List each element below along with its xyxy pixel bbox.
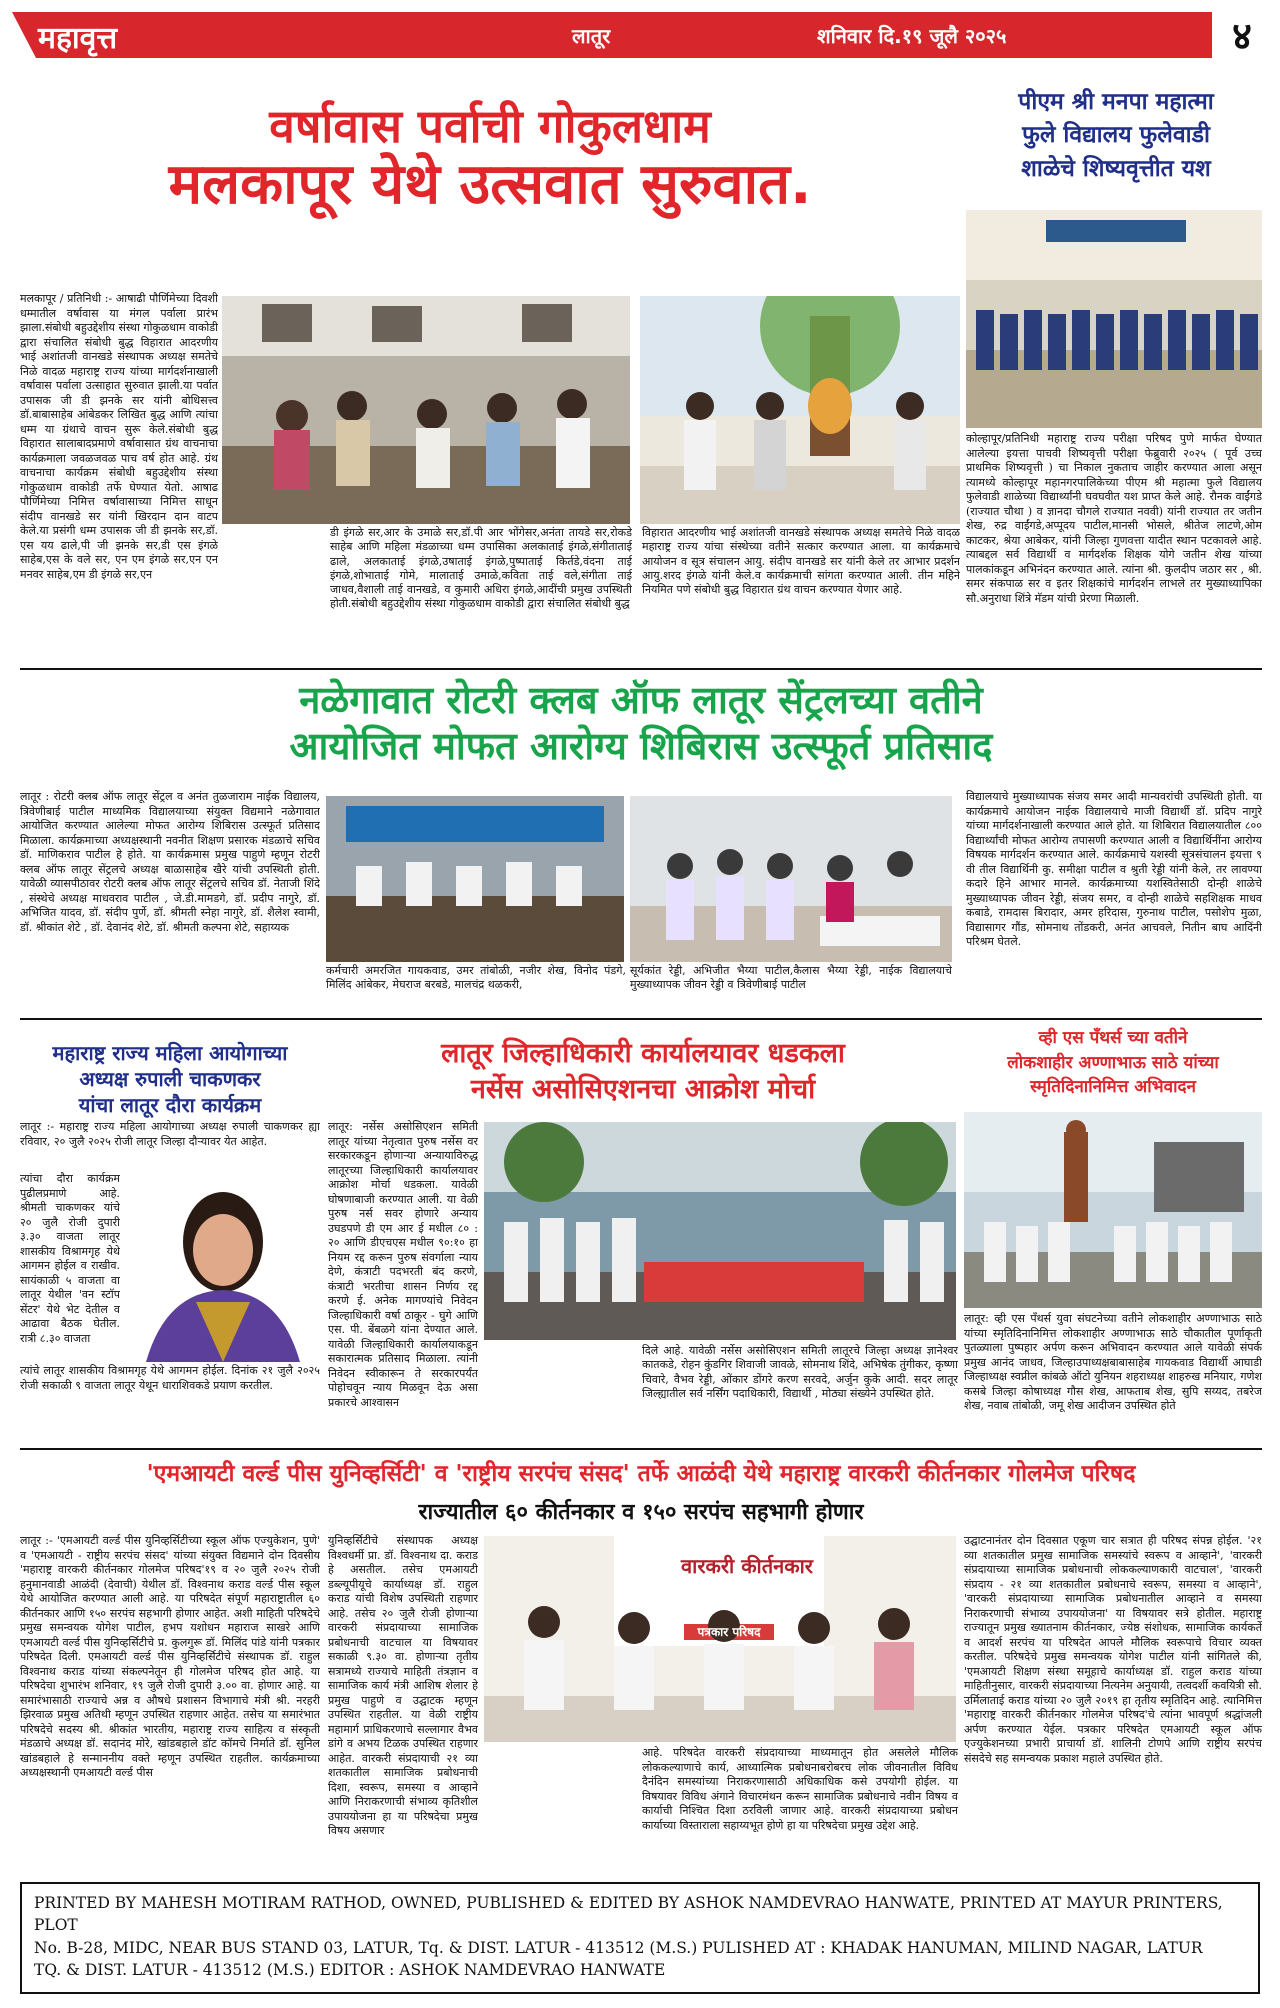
story6-headline-line3: स्मृतिदिनानिमित्त अभिवादन <box>1030 1077 1196 1098</box>
story2-headline <box>966 86 1266 186</box>
edition-city: लातूर <box>572 24 611 48</box>
story7-col-2: युनिव्हर्सिटीचे संस्थापक अध्यक्ष विश्वधर्मी प्रा. डॉ. विश्वनाथ दा. कराड हे असतील. तसेच एमआयटी डब्ल्यूपीयूचे कार्याध्यक्ष डॉ. राहुल कराड यांची विशेष उपस्थिती राहणार आहे. तसेच २० जुलै रोजी होणाऱ्या वारकरी संप्रदायाच्या सामाजिक प्रबोधनाची वाटचाल या विषयावर सकाळी ९.३० वा. होणाऱ्या तृतीय सत्रामध्ये राज्याचे माहिती तंत्रज्ञान व सामाजिक कार्य मंत्री आशिष शेलार हे प्रमुख पाहुणे व उद्घाटक म्हणून उपस्थित राहतील. या वेळी राष्ट्रीय महामार्ग प्राधिकरणाचे सल्लागार वैभव डांगे व अभय टिळक उपस्थित राहणार आहेत. वारकरी संप्रदायाची २१ व्या शतकातील सामाजिक प्रबोधनाची दिशा, स्वरूप, समस्या व आव्हाने आणि निराकरणाची संभाव्य कृतिशील उपाययोजना हा या परिषदेचा प्रमुख विषय असणार <box>328 1534 478 1838</box>
story1-headline-line1: वर्षावास पर्वाची गोकुलधाम <box>269 99 711 153</box>
story5-headline-line1: लातूर जिल्हाधिकारी कार्यालयावर धडकला <box>441 1038 845 1069</box>
story4-photo-art <box>126 1172 320 1362</box>
story3-photo-art <box>326 796 624 962</box>
story3-photo2-art <box>630 796 952 962</box>
story6-headline-line2: लोकशाहीर अण्णाभाऊ साठे यांच्या <box>1007 1052 1219 1073</box>
story3-body: लातूर : रोटरी क्लब ऑफ लातूर सेंट्रल व अनंत तुळजाराम नाईक विद्यालय, त्रिवेणीबाई पाटील माध्यमिक विद्यालयाच्या संयुक्त विद्यमाने नळेगावात आयोजित करण्यात आलेल्या मोफत आरोग्य शिबिरास उत्स्फूर्त प्रतिसाद मिळाला. कार्यक्रमाच्या अध्यक्षस्थानी नवनीत शिक्षण प्रसारक मंडळाचे सचिव डॉ. माणिकराव पाटील हे होते. या कार्यक्रमास प्रमुख पाहुणे म्हणून रोटरी क्लब ऑफ लातूर सेंट्रलचे अध्यक्ष बाळासाहेब खैरे यांची उपस्थिती होती. यावेळी व्यासपीठावर रोटरी क्लब ऑफ लातूर सेंट्रलचे सचिव डॉ. नेताजी शिंदे , संस्थेचे अध्यक्ष माधवराव पाटील , जे.डी.मामडगे, डॉ. प्रदीप नागुरे, डॉ. अभिजित यादव, डॉ. संदीप पुर्णे, डॉ. श्रीमती स्नेहा नागुरे, डॉ. शैलेश स्वामी, डॉ. श्रीकांत शेटे , डॉ. देवानंद शेटे, डॉ. श्रीमती कल्पना शेटे, सहाय्यक <box>20 790 320 934</box>
story3-photo-checkup <box>630 796 952 962</box>
story1-caption-2: विहारात आदरणीय भाई अशांतजी वानखडे संस्थापक अध्यक्ष समतेचे निळे वादळ महाराष्ट्र राज्य यांचा संस्थेच्या वतीने सत्कार करण्यात आला. या कार्यक्रमाचे आयोजन व सूत्र संचालन आयु. संदीप वानखडे सर यांनी केले तर आभार प्रदर्शन आयु.शरद इंगळे यांनी केले.व कार्यक्रमाची सांगता करण्यात आली. तीन महिने नियमित पणे संबोधी बुद्ध विहारात ग्रंथ वाचन करण्यात येणार आहे. <box>642 526 960 597</box>
story5-body: लातूर: नर्सेस असोसिएशन समिती लातूर यांच्या नेतृत्वात पुरुष नर्सेस वर सरकारकडून होणाऱ्या अन्यायाविरुद्ध लातूरच्या जिल्हाधिकारी कार्यालयावर आक्रोश मोर्चा धडकला. यावेळी घोषणाबाजी करण्यात आली. या वेळी पुरुष नर्स सवर होणारे अन्याय उघडपणे डी एम आर ई मधील ८० : २० आणि डीएचएस मधील ९०:१० हा नियम रद्द करून पुरुष संवर्गाला न्याय देणे, कंत्राटी पदभरती बंद करणे, कंत्राटी भरतीचा शासन निर्णय रद्द करणे ई. अनेक मागण्यांचे निवेदन जिल्हाधिकारी वर्षा ठाकूर - घुगे आणि एस. पी. बेंबळगे यांना देण्यात आले. यावेळी जिल्हाधिकारी कार्यालयाकडून सकारात्मक प्रतिसाद मिळाला. त्यांनी निवेदन स्वीकारून ते सरकारपर्यंत पोहोचवून न्याय मिळवून देऊ असा प्रकारचे आश्वासन <box>328 1120 478 1409</box>
story4-headline-line3: यांचा लातूर दौरा कार्यक्रम <box>78 1093 262 1117</box>
story7-col-4: उद्घाटनानंतर दोन दिवसात एकूण चार सत्रात ही परिषद संपन्न होईल. '२१ व्या शतकातील प्रमुख सामाजिक समस्यांचे स्वरूप व आव्हाने', 'वारकरी संप्रदायाच्या सामाजिक प्रबोधनाची लोककल्याणकारी वाटचाल', 'वारकरी संप्रदाय - २१ व्या शतकातील प्रबोधनाचे स्वरूप, समस्या व आव्हाने', 'वारकरी संप्रदायाच्या सामाजिक प्रबोधनातील आव्हाने व समस्या निराकरणाची संभाव्य उपाययोजना' या विषयावर सत्रे होतील. महाराष्ट्र राज्यातून प्रमुख ख्यातनाम कीर्तनकार, ज्येष्ठ संशोधक, सामाजिक कार्यकर्ते व आदर्श सरपंच या परिषदेत आपले मौलिक स्वरूपाचे विचार व्यक्त करतील. परिषदेचे प्रमुख समन्वयक योगेश पाटील यांनी सांगितले की, 'एमआयटी शिक्षण संस्था समूहाचे कार्याध्यक्ष डॉ. राहुल कराड यांच्या माहितीनुसार, वारकरी संप्रदायाच्या नित्यनेम अनुयायी, तत्वदर्शी कवयित्री सौ. उर्मिलाताई कराड यांच्या २० जुलै २०१९ हा तृतीय स्मृतिदिन आहे. त्यानिमित्त 'महाराष्ट्र वारकरी कीर्तनकार गोलमेज परिषद'चे त्यांना भावपूर्ण श्रद्धांजली अर्पण करण्यात येईल. पत्रकार परिषदेत एमआयटी स्कूल ऑफ एज्युकेशनच्या प्रभारी प्राचार्या डॉ. शालिनी टोणपे आणि राष्ट्रीय सरपंच संसदेचे सह समन्वयक प्रकाश महाले उपस्थित होते. <box>964 1534 1262 1765</box>
story3-caption-2: सूर्यकांत रेड्डी, अभिजीत भैय्या पाटील,कैलास भैय्या रेड्डी, नाईक विद्यालयाचे मुख्याध्यापक जीवन रेड्डी व त्रिवेणीबाई पाटील <box>630 964 952 992</box>
press-banner-subtitle: पत्रकार परिषद <box>697 1625 761 1639</box>
story6-headline-line1: व्ही एस पँथर्स च्या वतीने <box>1038 1028 1188 1048</box>
story1-photo-felicitation <box>640 296 960 524</box>
page-number: ४ <box>1212 8 1272 64</box>
story4-headline-line2: अध्यक्ष रुपाली चाकणकर <box>79 1067 261 1091</box>
imprint-line-3: TQ. & DIST. LATUR - 413512 (M.S.) EDITOR : ASHOK NAMDEVRAO HANWATE <box>34 1961 666 1980</box>
masthead <box>12 12 1268 58</box>
divider <box>20 668 1262 670</box>
story6-body: लातूर: व्ही एस पँथर्स युवा संघटनेच्या वतीने लोकशाहीर अण्णाभाऊ साठे यांच्या स्मृतिदिनानिमित्त लोकशाहीर अण्णाभाऊ साठे चौकातील पूर्णाकृती पुतळ्याला पुष्पहार अर्पण करून अभिवादन करण्यात आले यावेळी संपर्क प्रमुख आनंद जाधव, जिल्हाउपाध्यक्षबाबासाहेब गायकवाड विद्यार्थी आघाडी जिल्हाध्यक्ष स्वप्नील कांबळे ऑटो युनियन शहराध्यक्ष शाहरुख मनियार, गणेश कसबे जिल्हा कोषाध्यक्ष गौस शेख, आफताब शेख, सुपि सय्यद, तबरेज शेख, नवाब तांबोळी, जमू शेख आदीजन उपस्थित होते <box>964 1312 1262 1413</box>
story3-photo-stage <box>326 796 624 962</box>
story1-photo2-art <box>640 296 960 524</box>
story1-photo-art <box>222 296 630 524</box>
imprint-line-1: PRINTED BY MAHESH MOTIRAM RATHOD, OWNED, PUBLISHED & EDITED BY ASHOK NAMDEVRAO HANWATE, PRINTED AT MAYUR PRINTERS, PLOT <box>34 1894 1223 1935</box>
story2-photo-students <box>966 210 1262 428</box>
imprint-footer <box>20 1882 1260 1994</box>
story1-photo-gathering <box>222 296 630 524</box>
story7-col-3: आहे. परिषदेत वारकरी संप्रदायाच्या माध्यमातून होत असलेले मौलिक लोककल्याणाचे कार्य, आध्यात्मिक प्रबोधनाबरोबरच लोक जीवनातील विविध दैनंदिन समस्यांच्या निराकरणासाठी अधिकाधिक कसे उपयोगी होईल. या विषयावर विविध अंगाने विचारमंथन करून सामाजिक प्रबोधनाचे नवीन विषय व कार्याची निश्चित दिशा ठरविली जाणार आहे. वारकरी संप्रदायाच्या प्रबोधन कार्याच्या विस्ताराला सहाय्यभूत होणे हा या परिषदेचा प्रमुख उद्देश आहे. <box>642 1746 958 1832</box>
story1-headline-line2: मलकापूर येथे उत्सवात सुरुवात. <box>168 151 812 217</box>
divider <box>20 1448 1262 1450</box>
story5-photo-march <box>484 1122 956 1340</box>
story4-body-bottom: त्यांचे लातूर शासकीय विश्रामगृह येथे आगमन होईल. दिनांक २१ जुलै २०२५ रोजी सकाळी ९ वाजता लातूर येथून धाराशिवकडे प्रयाण करतील. <box>20 1364 320 1392</box>
newspaper-logo: महावृत्त <box>38 21 118 56</box>
story2-photo-art <box>966 210 1262 428</box>
divider <box>20 1018 1262 1020</box>
story6-photo-statue <box>964 1112 1262 1308</box>
press-banner-title: वारकरी कीर्तनकार <box>681 1554 813 1578</box>
story5-photo-art <box>484 1122 956 1340</box>
story7-subhead: राज्यातील ६० कीर्तनकार व १५० सरपंच सहभागी होणार <box>418 1500 864 1525</box>
story4-body-right: त्यांचा दौरा कार्यक्रम पुढीलप्रमाणे आहे. श्रीमती चाकणकर यांचे २० जुलै रोजी दुपारी ३.३० वाजता लातूर शासकीय विश्रामगृह येथे आगमन होईल व राखीव. सायंकाळी ५ वाजता वा लातूर येथील 'वन स्टॉप सेंटर' येथे भेट देतील व आढावा बैठक घेतील. रात्री ८.३० वाजता <box>20 1172 120 1345</box>
story3-headline-line2: आयोजित मोफत आरोग्य शिबिरास उत्स्फूर्त प्रतिसाद <box>289 723 993 768</box>
story4-photo-portrait <box>126 1172 320 1362</box>
story2-headline-line2: फुले विद्यालय फुलेवाडी <box>1022 122 1210 149</box>
story2-body: कोल्हापूर/प्रतिनिधी महाराष्ट्र राज्य परीक्षा परिषद पुणे मार्फत घेण्यात आलेल्या इयत्ता पाचवी शिष्यवृत्ती परीक्षा फेब्रुवारी २०२५ ( पूर्व उच्च प्राथमिक शिष्यवृत्ती ) चा निकाल नुकताच जाहीर करण्यात आला असून त्यामध्ये कोल्हापूर महानगरपालिकेच्या पीएम श्री महात्मा फुले विद्यालय फुलेवाडी शाळेच्या विद्यार्थ्यांनी घवघवीत यश प्राप्त केले आहे. रौनक वाईंगडे (राज्यात चौथा ) व ज्ञानदा चौगले राज्यात नववी) यांनी राज्यात तर जतीन शेख, रुद्र वाईंगडे,अप्पूदय पाटील,मानसी भोसले, श्रीतेज लाटणे,ओम काटकर, श्रेया आबेकर, यांनी जिल्हा गुणवत्ता यादीत स्थान पटकावले आहे. त्याबद्दल सर्व विद्यार्थी व मार्गदर्शक शिक्षक योगे जतीन शेख यांच्या पालकांकडून अभिनंदन करण्यात आले. त्यांना श्री. कुलदीप जठार सर , श्री. समर संकपाळ सर व इतर शिक्षकांचे मार्गदर्शन लाभले तर मुख्याध्यापिका सौ.अनुराधा शिंत्रे मॅडम यांची प्रेरणा मिळाली. <box>966 432 1262 605</box>
story1-headline <box>20 100 960 217</box>
story6-headline <box>964 1026 1262 1100</box>
story1-caption-1: डी इंगळे सर,आर के उमाळे सर,डॉ.पी आर भोंगेसर,अनंता तायडे सर,रोकडे साहेब आणि महिला मंडळाच्या धम्म उपासिका अलकाताई इंगळे,संगीताताई ढाले, अलकाताई इंगळे,उषाताई इंगळे,पुष्पाताई किर्तडे,वंदना ताई इंगळे,शोभाताई गोमे, मालाताई उमाळे,कविता ताई वले,संगीता ताई जाधव,वैशाली ताई वानखडे, व कुमारी अधिरा इंगळे,आदींची प्रमुख उपस्थिती होती.संबोधी बहुउद्देशीय संस्था गोकुळधाम वाकोडी द्वारा संचालित संबोधी बुद्ध <box>330 526 632 611</box>
issue-date: शनिवार दि.१९ जूलै २०२५ <box>817 24 1007 48</box>
story2-headline-line1: पीएम श्री मनपा महात्मा <box>1018 89 1214 115</box>
story4-body-top: लातूर :- महाराष्ट्र राज्य महिला आयोगाच्या अध्यक्ष रुपाली चाकणकर ह्या रविवार, २० जुलै २०२५ रोजी लातूर जिल्हा दौऱ्यावर येत आहेत. <box>20 1120 320 1148</box>
story1-body: मलकापूर / प्रतिनिधी :- आषाढी पौर्णिमेच्या दिवशी धम्मातील वर्षावास या मंगल पर्वाला प्रारंभ झाला.संबोधी बहुउद्देशीय संस्था गोकुळधाम वाकोडी द्वारा संचालित संबोधी बुद्ध विहारात आदरणीय भाई अशांतजी वानखडे संस्थापक अध्यक्ष समतेचे निळे वादळ महाराष्ट्र राज्य यांच्या मार्गदर्शनाखाली वर्षावास पर्वाला उत्साहात सुरुवात झाली.या पर्वात उपासक जी डी झनके सर यांनी बोधिसत्त्व डॉ.बाबासाहेब आंबेडकर लिखित बुद्ध आणि त्यांचा धम्म या ग्रंथाचे वाचन सुरू केले.संबोधी बुद्ध विहारात सालाबादप्रमाणे वर्षावासात ग्रंथ वाचनाचा कार्यक्रमाला जवळजवळ पाच वर्ष होत आहे. ग्रंथ वाचनाचा कार्यक्रम संबोधी बहुउद्देशीय संस्था गोकुळधाम वाकोडी तर्फे घेण्यात येतो. आषाढ पौर्णिमेच्या निमित्त वर्षावासाच्या निमित्त साधून संदीप वानखडे सर यांनी खिरदान दान वाटप केले.या प्रसंगी धम्म उपासक जी डी झनके सर,डॉ. एस यय ढाले,पी जी झनके सर,डी एस इंगळे साहेब,एस के वले सर, एन एम इंगळे सर,एन एन मनवर साहेब,एम डी इंगळे सर,एन <box>20 292 218 581</box>
story5-headline <box>328 1036 958 1109</box>
story5-headline-line2: नर्सेस असोसिएशनचा आक्रोश मोर्चा <box>470 1074 816 1106</box>
imprint-line-2: No. B-28, MIDC, NEAR BUS STAND 03, LATUR, Tq. & DIST. LATUR - 413512 (M.S.) PULISHED AT : KHADAK HANUMAN, MILIND NAGAR, LATUR <box>34 1938 1203 1957</box>
story3-headline-line1: नळेगावात रोटरी क्लब ऑफ लातूर सेंट्रलच्या वतीने <box>299 678 983 722</box>
story3-body-2: विद्यालयाचे मुख्याध्यापक संजय समर आदी मान्यवरांची उपस्थिती होती. या कार्यक्रमाचे आयोजन नाईक विद्यालयाचे माजी विद्यार्थी डॉ. प्रदिप नागुरे यांच्या मार्गदर्शनाखाली करण्यात आले होते. या शिबिरात विद्यालयातील ८०० विद्यार्थ्यांची मोफत आरोग्य तपासणी करण्यात आली व विद्यार्थिनींना आरोग्य विषयक मार्गदर्शन करण्यात आले. कार्यक्रमाचे यशस्वी सूत्रसंचालन इयत्ता ९ वी तील विद्यार्थिनी कु. समीक्षा पाटील व श्रुती रेड्डी यांनी केले, तर लावण्या कदारे हिने आभार मानले. कार्यक्रमाच्या यशस्वितेसाठी दोन्ही शाळेचे मुख्याध्यापक जीवन रेड्डी, संजय समर, व दोन्ही शाळेचे सहशिक्षक माधव कबाडे, रामदास बिरादार, अमर हरिदास, गुरुनाथ पाटील, पसोशेप मुळा, विद्यासागर गौंड, सोमनाथ तोंडकरी, अनंत आचवले, नितीन बाघ आदिंनी परिश्रम घेतले. <box>966 790 1262 949</box>
story4-headline <box>20 1040 320 1118</box>
masthead-bar <box>12 12 1212 58</box>
story3-headline <box>20 678 1262 769</box>
story7-photo-press <box>484 1536 956 1742</box>
story5-caption: दिले आहे. यावेळी नर्सेस असोसिएशन समिती लातूरचे जिल्हा अध्यक्ष ज्ञानेश्वर कातकडे, रोहन कुंडगिर शिवाजी जावळे, सोमनाथ शिंदे, अभिषेक तुंगीकर, कृष्णा चिवारे, वैभव रेड्डी, ओंकार डोंगरे करण सरवदे, अर्जुन कुके आदी. सदर लातूर जिल्ह्यातील सर्व नर्सिंग पदाधिकारी, विद्यार्थी , मोठ्या संख्येने उपस्थित होते. <box>642 1344 958 1400</box>
story7-col-1: लातूर :- 'एमआयटी वर्ल्ड पीस युनिव्हर्सिटीच्या स्कूल ऑफ एज्युकेशन, पुणे' व 'एमआयटी - राष्ट्रीय सरपंच संसद' यांच्या संयुक्त विद्यमाने दोन दिवसीय 'महाराष्ट्र वारकरी कीर्तनकार गोलमेज परिषद'१९ व २० जुलै २०२५ रोजी हनुमानवाडी आळंदी (देवाची) येथील डॉ. विश्वनाथ कराड वर्ल्ड पीस स्कूल येथे आयोजित करण्यात आली आहे. या परिषदेत संपूर्ण महाराष्ट्रातील ६० कीर्तनकार आणि १५० सरपंच सहभागी होणार आहेत. अशी माहिती परिषदेचे प्रमुख समन्वयक योगेश पाटील, हभप यशोधन महाराज साखरे आणि एमआयटी वर्ल्ड पीस युनिव्हर्सिटीचे प्र. कुलगुरू डॉ. मिलिंद पांडे यांनी पत्रकार परिषदेत दिली. एमआयटी वर्ल्ड पीस युनिव्हर्सिटीचे संस्थापक डॉ. राहुल विश्वनाथ कराड यांच्या संकल्पनेतून ही गोलमेज परिषद होत आहे. या परिषदेचा शुभारंभ शनिवार, १९ जुलै रोजी दुपारी ३.०० वा. होणार आहे. या समारंभासाठी राज्याचे अन्न व औषधे प्रशासन विभागाचे मंत्री श्री. नरहरी झिरवाळ प्रमुख अतिथी म्हणून उपस्थित राहणार आहेत. तसेच या समारंभात परिषदेचे सदस्य श्री. श्रीकांत भारतीय, महाराष्ट्र राज्य साहित्य व संस्कृती मंडळाचे अध्यक्ष डॉ. सदानंद मोरे, खांडबहाले डॉट कॉमचे निर्माते डॉ. सुनिल खांडबहाले हे सन्माननीय वक्ते म्हणून उपस्थित राहतील. कार्यक्रमाच्या अध्यक्षस्थानी एमआयटी वर्ल्ड पीस <box>20 1534 320 1780</box>
story2-headline-line3: शाळेचे शिष्यवृत्तीत यश <box>1021 155 1211 182</box>
story7-headline: 'एमआयटी वर्ल्ड पीस युनिव्हर्सिटी' व 'राष्ट्रीय सरपंच संसद' तर्फे आळंदी येथे महाराष्ट्र वारकरी कीर्तनकार गोलमेज परिषद <box>146 1461 1136 1487</box>
story3-caption-1: कर्मचारी अमरजित गायकवाड, उमर तांबोळी, नजीर शेख, विनोद पंडगे, मिलिंद आंबेकर, मेघराज बरबडे, मालचंद्र थळकरी, <box>326 964 626 992</box>
story4-headline-line1: महाराष्ट्र राज्य महिला आयोगाच्या <box>52 1041 288 1065</box>
story6-photo-art <box>964 1112 1262 1308</box>
